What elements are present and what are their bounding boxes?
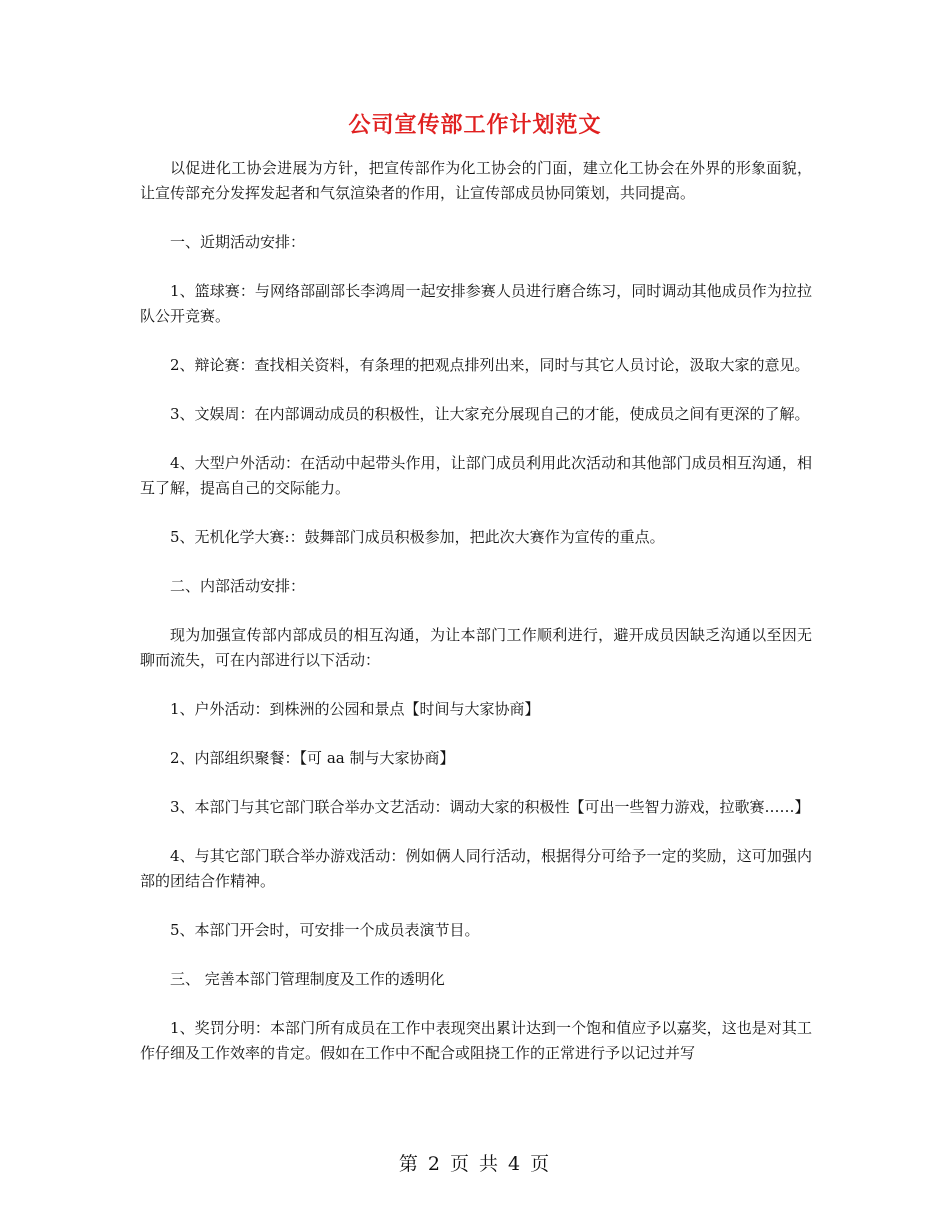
- internal-intro-paragraph: 现为加强宣传部内部成员的相互沟通，为让本部门工作顺利进行，避开成员因缺乏沟通以至因无聊而流失，可在内部进行以下活动：: [140, 626, 812, 669]
- page-number-footer: 第 2 页 共 4 页: [398, 1153, 552, 1175]
- section-heading-internal-activities: 二、内部活动安排：: [170, 577, 306, 595]
- document-body: [140, 156, 812, 1090]
- list-item: 1、篮球赛：与网络部副部长李鸿周一起安排参赛人员进行磨合练习，同时调动其他成员作为拉拉队公开竞赛。: [140, 282, 812, 325]
- list-item: 4、大型户外活动：在活动中起带头作用，让部门成员利用此次活动和其他部门成员相互沟通，相互了解，提高自己的交际能力。: [140, 454, 812, 497]
- list-item: 2、辩论赛：查找相关资料，有条理的把观点排列出来，同时与其它人员讨论，汲取大家的意见。: [170, 356, 810, 374]
- document-title: 公司宣传部工作计划范文: [348, 112, 602, 138]
- list-item: 3、本部门与其它部门联合举办文艺活动：调动大家的积极性【可出一些智力游戏，拉歌赛……】: [170, 798, 810, 816]
- list-item: 4、与其它部门联合举办游戏活动：例如俩人同行活动，根据得分可给予一定的奖励，这可加强内部的团结合作精神。: [140, 847, 812, 890]
- intro-paragraph: 以促进化工协会进展为方针，把宣传部作为化工协会的门面，建立化工协会在外界的形象面貌，让宣传部充分发挥发起者和气氛渲染者的作用，让宣传部成员协同策划，共同提高。: [140, 159, 812, 202]
- list-item: 5、无机化学大赛:：鼓舞部门成员积极参加，把此次大赛作为宣传的重点。: [170, 528, 665, 546]
- list-item: 3、文娱周：在内部调动成员的积极性，让大家充分展现自己的才能，使成员之间有更深的了解。: [170, 405, 810, 423]
- list-item: 1、奖罚分明：本部门所有成员在工作中表现突出累计达到一个饱和值应予以嘉奖，这也是对其工作仔细及工作效率的肯定。假如在工作中不配合或阻挠工作的正常进行予以记过并写: [140, 1019, 812, 1062]
- list-item: 2、内部组织聚餐：【可 aa 制与大家协商】: [170, 749, 455, 767]
- section-heading-management: 三、 完善本部门管理制度及工作的透明化: [170, 970, 445, 988]
- list-item: 1、户外活动：到株洲的公园和景点【时间与大家协商】: [170, 700, 540, 718]
- section-heading-recent-activities: 一、近期活动安排：: [170, 233, 306, 251]
- list-item: 5、本部门开会时，可安排一个成员表演节目。: [170, 921, 480, 939]
